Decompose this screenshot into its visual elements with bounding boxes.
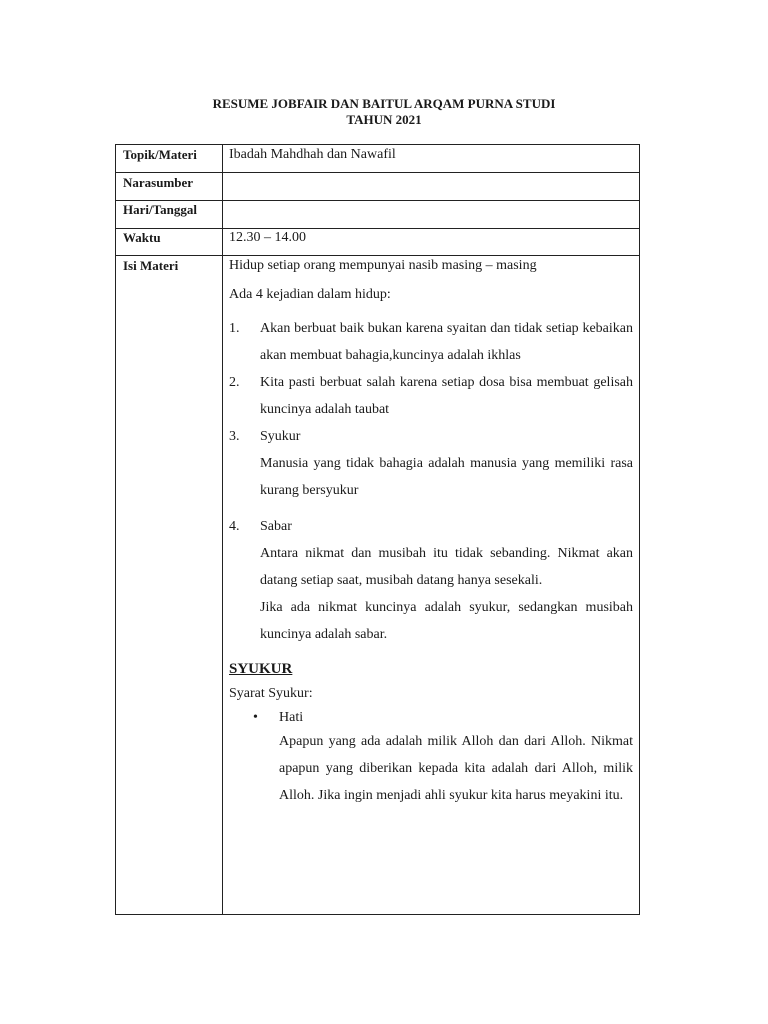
list-item xyxy=(229,369,633,423)
row-divider xyxy=(116,228,639,229)
list-item-detail: Jika ada nikmat kuncinya adalah syukur, sedangkan musibah kuncinya adalah sabar. xyxy=(260,600,633,642)
bullet-title: Hati xyxy=(279,710,304,725)
waktu-label: Waktu xyxy=(123,230,161,245)
isi-materi-label: Isi Materi xyxy=(123,258,179,273)
resume-table xyxy=(115,144,640,915)
narasumber-label: Narasumber xyxy=(123,175,194,190)
bullet-body: Apapun yang ada adalah milik Alloh dan dari Alloh. Nikmat apapun yang diberikan kepada kita adalah dari Alloh, milik Alloh. Jika ingin menjadi ahli syukur kita harus meyakini itu. xyxy=(279,734,633,803)
hari-tanggal-label: Hari/Tanggal xyxy=(123,202,197,217)
list-text: Sabar xyxy=(260,519,292,534)
document-title-line1: RESUME JOBFAIR DAN BAITUL ARQAM PURNA STUDI xyxy=(212,96,556,111)
isi-materi-content xyxy=(229,258,633,809)
ada-kejadian-text: Ada 4 kejadian dalam hidup: xyxy=(229,287,391,302)
list-item-detail: Manusia yang tidak bahagia adalah manusia yang memiliki rasa kurang bersyukur xyxy=(260,456,633,498)
list-number: 3. xyxy=(229,429,240,444)
list-text: Kita pasti berbuat salah karena setiap dosa bisa membuat gelisah kuncinya adalah taubat xyxy=(260,375,633,417)
list-number: 4. xyxy=(229,519,240,534)
list-item xyxy=(229,423,633,450)
syukur-heading: SYUKUR xyxy=(229,661,293,677)
row-divider xyxy=(116,172,639,173)
list-item xyxy=(229,513,633,540)
document-title-line2: TAHUN 2021 xyxy=(346,112,422,127)
list-text: Syukur xyxy=(260,429,301,444)
list-number: 2. xyxy=(229,375,240,390)
intro-text: Hidup setiap orang mempunyai nasib masing – masing xyxy=(229,258,537,273)
bullet-item xyxy=(229,710,633,726)
topik-label: Topik/Materi xyxy=(123,147,197,162)
list-text: Akan berbuat baik bukan karena syaitan dan tidak setiap kebaikan akan membuat bahagia,kuncinya adalah ikhlas xyxy=(260,321,633,363)
waktu-value: 12.30 – 14.00 xyxy=(229,230,306,245)
list-number: 1. xyxy=(229,321,240,336)
bullet-icon: • xyxy=(253,710,258,725)
row-divider xyxy=(116,255,639,256)
list-item-detail: Antara nikmat dan musibah itu tidak sebanding. Nikmat akan datang setiap saat, musibah datang hanya sesekali. xyxy=(260,546,633,588)
topik-value: Ibadah Mahdhah dan Nawafil xyxy=(229,147,396,162)
list-item xyxy=(229,315,633,369)
column-divider xyxy=(222,145,223,914)
syarat-syukur-text: Syarat Syukur: xyxy=(229,686,313,701)
row-divider xyxy=(116,200,639,201)
